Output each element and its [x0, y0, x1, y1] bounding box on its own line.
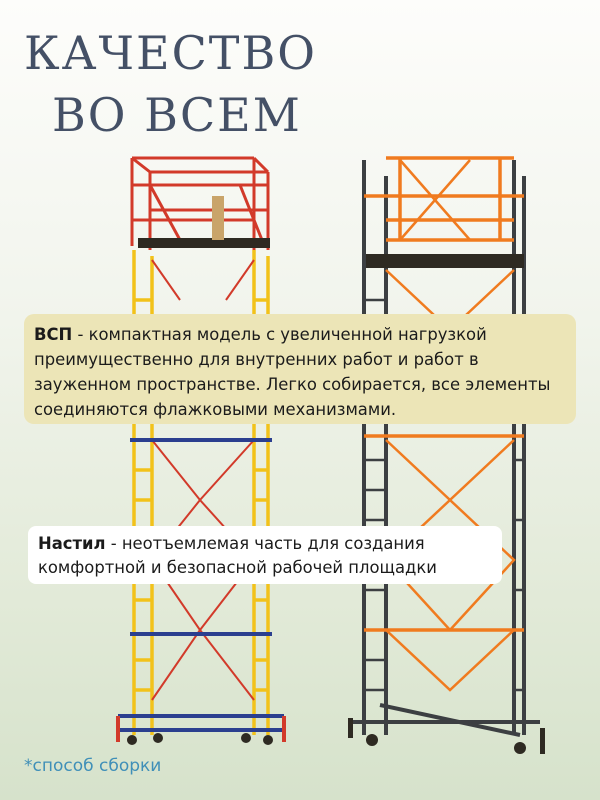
scaffold-right-base	[350, 705, 540, 735]
scaffold-right-deck	[366, 254, 524, 268]
nastil-description-card	[28, 526, 502, 584]
heading-line-1: КАЧЕСТВО	[24, 26, 317, 80]
scaffold-right-frame	[364, 160, 524, 735]
nastil-term: Настил	[38, 534, 106, 553]
nastil-description: - неотъемлемая часть для создания комфортной и безопасной рабочей площадки	[38, 534, 437, 577]
scaffold-left-upper	[132, 158, 268, 250]
vsp-term: ВСП	[34, 325, 73, 344]
scaffold-left-plank	[212, 196, 224, 240]
vsp-description: - компактная модель с увеличенной нагрузкой преимущественно для внутренних работ и работ в зауженном пространстве. Легко собирается, все элементы соединяются флажковыми механизмами.	[34, 325, 551, 419]
scaffold-left-bars	[118, 440, 284, 730]
vsp-description-card	[24, 314, 576, 424]
heading-line-2: ВО ВСЕМ	[52, 88, 302, 142]
footnote: *способ сборки	[24, 756, 162, 776]
scaffold-left-deck	[138, 238, 270, 248]
